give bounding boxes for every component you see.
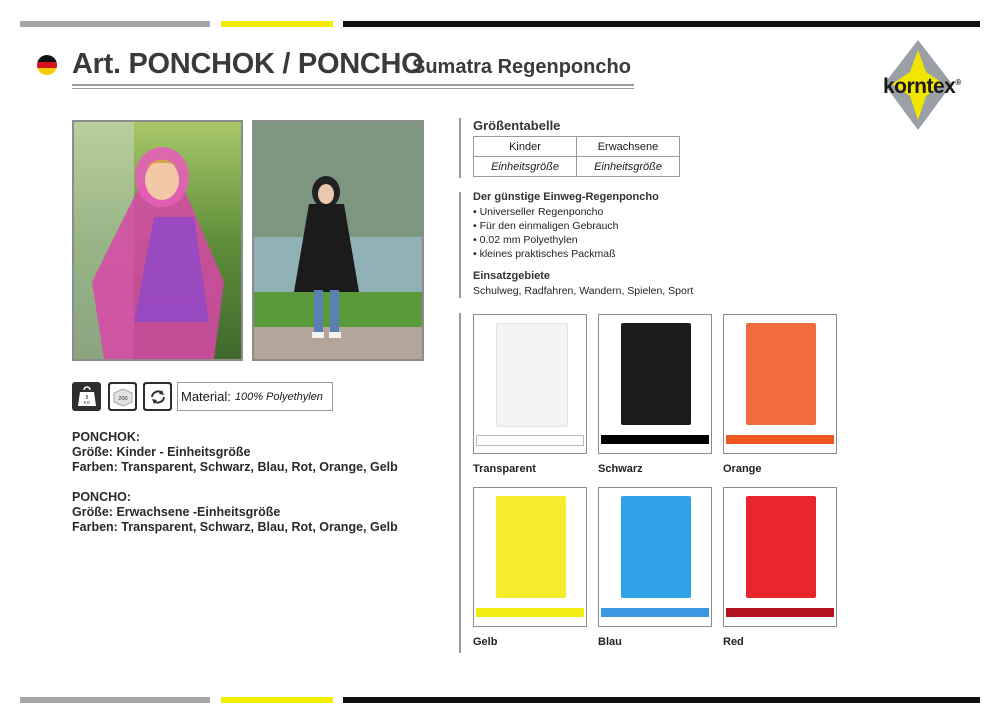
size-header-kinder: Kinder — [474, 137, 577, 157]
swatch-pack — [621, 496, 691, 598]
swatch-label-schwarz: Schwarz — [598, 463, 643, 475]
size-table-row — [474, 157, 680, 177]
ponchok-heading: PONCHOK: — [72, 430, 141, 444]
korntex-logo — [880, 38, 976, 134]
page-subtitle: Sumatra Regenponcho — [412, 56, 631, 78]
bullet-item: • Universeller Regenponcho — [473, 206, 604, 218]
bullet-item: • Für den einmaligen Gebrauch — [473, 220, 619, 232]
recycle-icon — [143, 382, 172, 411]
swatch-red — [723, 487, 837, 627]
weight-icon — [72, 382, 101, 411]
description-bullets — [473, 205, 619, 261]
swatch-orange — [723, 314, 837, 454]
size-table-title: Größentabelle — [473, 118, 561, 133]
swatch-schwarz — [598, 314, 712, 454]
weight-icon-glyph — [77, 386, 97, 408]
size-value-erwachsene: Einheitsgröße — [577, 157, 680, 177]
pack-icon — [108, 382, 137, 411]
material-box — [177, 382, 333, 411]
poncho-size: Größe: Erwachsene -Einheitsgröße — [72, 505, 281, 519]
swatch-stripe — [601, 608, 709, 617]
swatch-stripe — [726, 435, 834, 444]
svg-text:KG: KG — [83, 399, 90, 405]
title-rule — [72, 84, 634, 86]
swatch-label-orange: Orange — [723, 463, 762, 475]
bottom-bar-black — [343, 697, 980, 703]
ponchok-colors: Farben: Transparent, Schwarz, Blau, Rot, Orange, Gelb — [72, 460, 398, 474]
top-bar-yellow — [221, 21, 333, 27]
swatch-blau — [598, 487, 712, 627]
swatch-label-gelb: Gelb — [473, 636, 498, 648]
bottom-bar-gray — [20, 697, 210, 703]
recycle-icon-glyph — [147, 386, 169, 408]
swatch-pack — [496, 496, 566, 598]
swatch-pack — [621, 323, 691, 425]
description-title: Der günstige Einweg-Regenponcho — [473, 191, 659, 203]
title-rule-2 — [72, 88, 634, 89]
logo-text — [883, 75, 961, 99]
germany-flag-icon — [37, 55, 57, 75]
material-value: 100% Polyethylen — [234, 390, 323, 403]
svg-text:200: 200 — [117, 395, 128, 402]
logo-registered: ® — [955, 78, 961, 87]
divider-swatches — [459, 313, 461, 653]
divider-size-table — [459, 118, 461, 178]
svg-text:8: 8 — [85, 394, 88, 401]
swatch-pack — [746, 323, 816, 425]
bullet-item: • kleines praktisches Packmaß — [473, 248, 616, 260]
usage-title: Einsatzgebiete — [473, 270, 551, 282]
swatch-label-red: Red — [723, 636, 744, 648]
child-photo — [72, 120, 243, 361]
pack-icon-glyph — [112, 386, 134, 408]
divider-description — [459, 192, 461, 298]
material-label: Material: — [181, 389, 231, 404]
size-header-erwachsene: Erwachsene — [577, 137, 680, 157]
child-photo-art — [74, 122, 241, 359]
ponchok-size: Größe: Kinder - Einheitsgröße — [72, 445, 251, 459]
swatch-transparent — [473, 314, 587, 454]
size-table-header-row — [474, 137, 680, 157]
logo-wordmark: korntex — [883, 75, 956, 98]
adult-photo-art — [254, 122, 422, 359]
poncho-heading: PONCHO: — [72, 490, 132, 504]
ponchok-specs — [72, 430, 398, 475]
page-title: Art. PONCHOK / PONCHO — [72, 48, 424, 80]
size-value-kinder: Einheitsgröße — [474, 157, 577, 177]
swatch-stripe — [601, 435, 709, 444]
adult-photo — [252, 120, 424, 361]
swatch-label-blau: Blau — [598, 636, 622, 648]
bullet-item: • 0.02 mm Polyethylen — [473, 234, 578, 246]
usage-text: Schulweg, Radfahren, Wandern, Spielen, Sport — [473, 285, 694, 297]
top-bar-black — [343, 21, 980, 27]
swatch-label-transparent: Transparent — [473, 463, 536, 475]
swatch-pack — [746, 496, 816, 598]
size-table — [473, 136, 680, 177]
top-bar-gray — [20, 21, 210, 27]
swatch-gelb — [473, 487, 587, 627]
swatch-pack — [496, 323, 568, 427]
swatch-stripe — [726, 608, 834, 617]
poncho-colors: Farben: Transparent, Schwarz, Blau, Rot, Orange, Gelb — [72, 520, 398, 534]
swatch-stripe — [476, 435, 584, 446]
bottom-bar-yellow — [221, 697, 333, 703]
swatch-stripe — [476, 608, 584, 617]
poncho-specs — [72, 490, 398, 535]
